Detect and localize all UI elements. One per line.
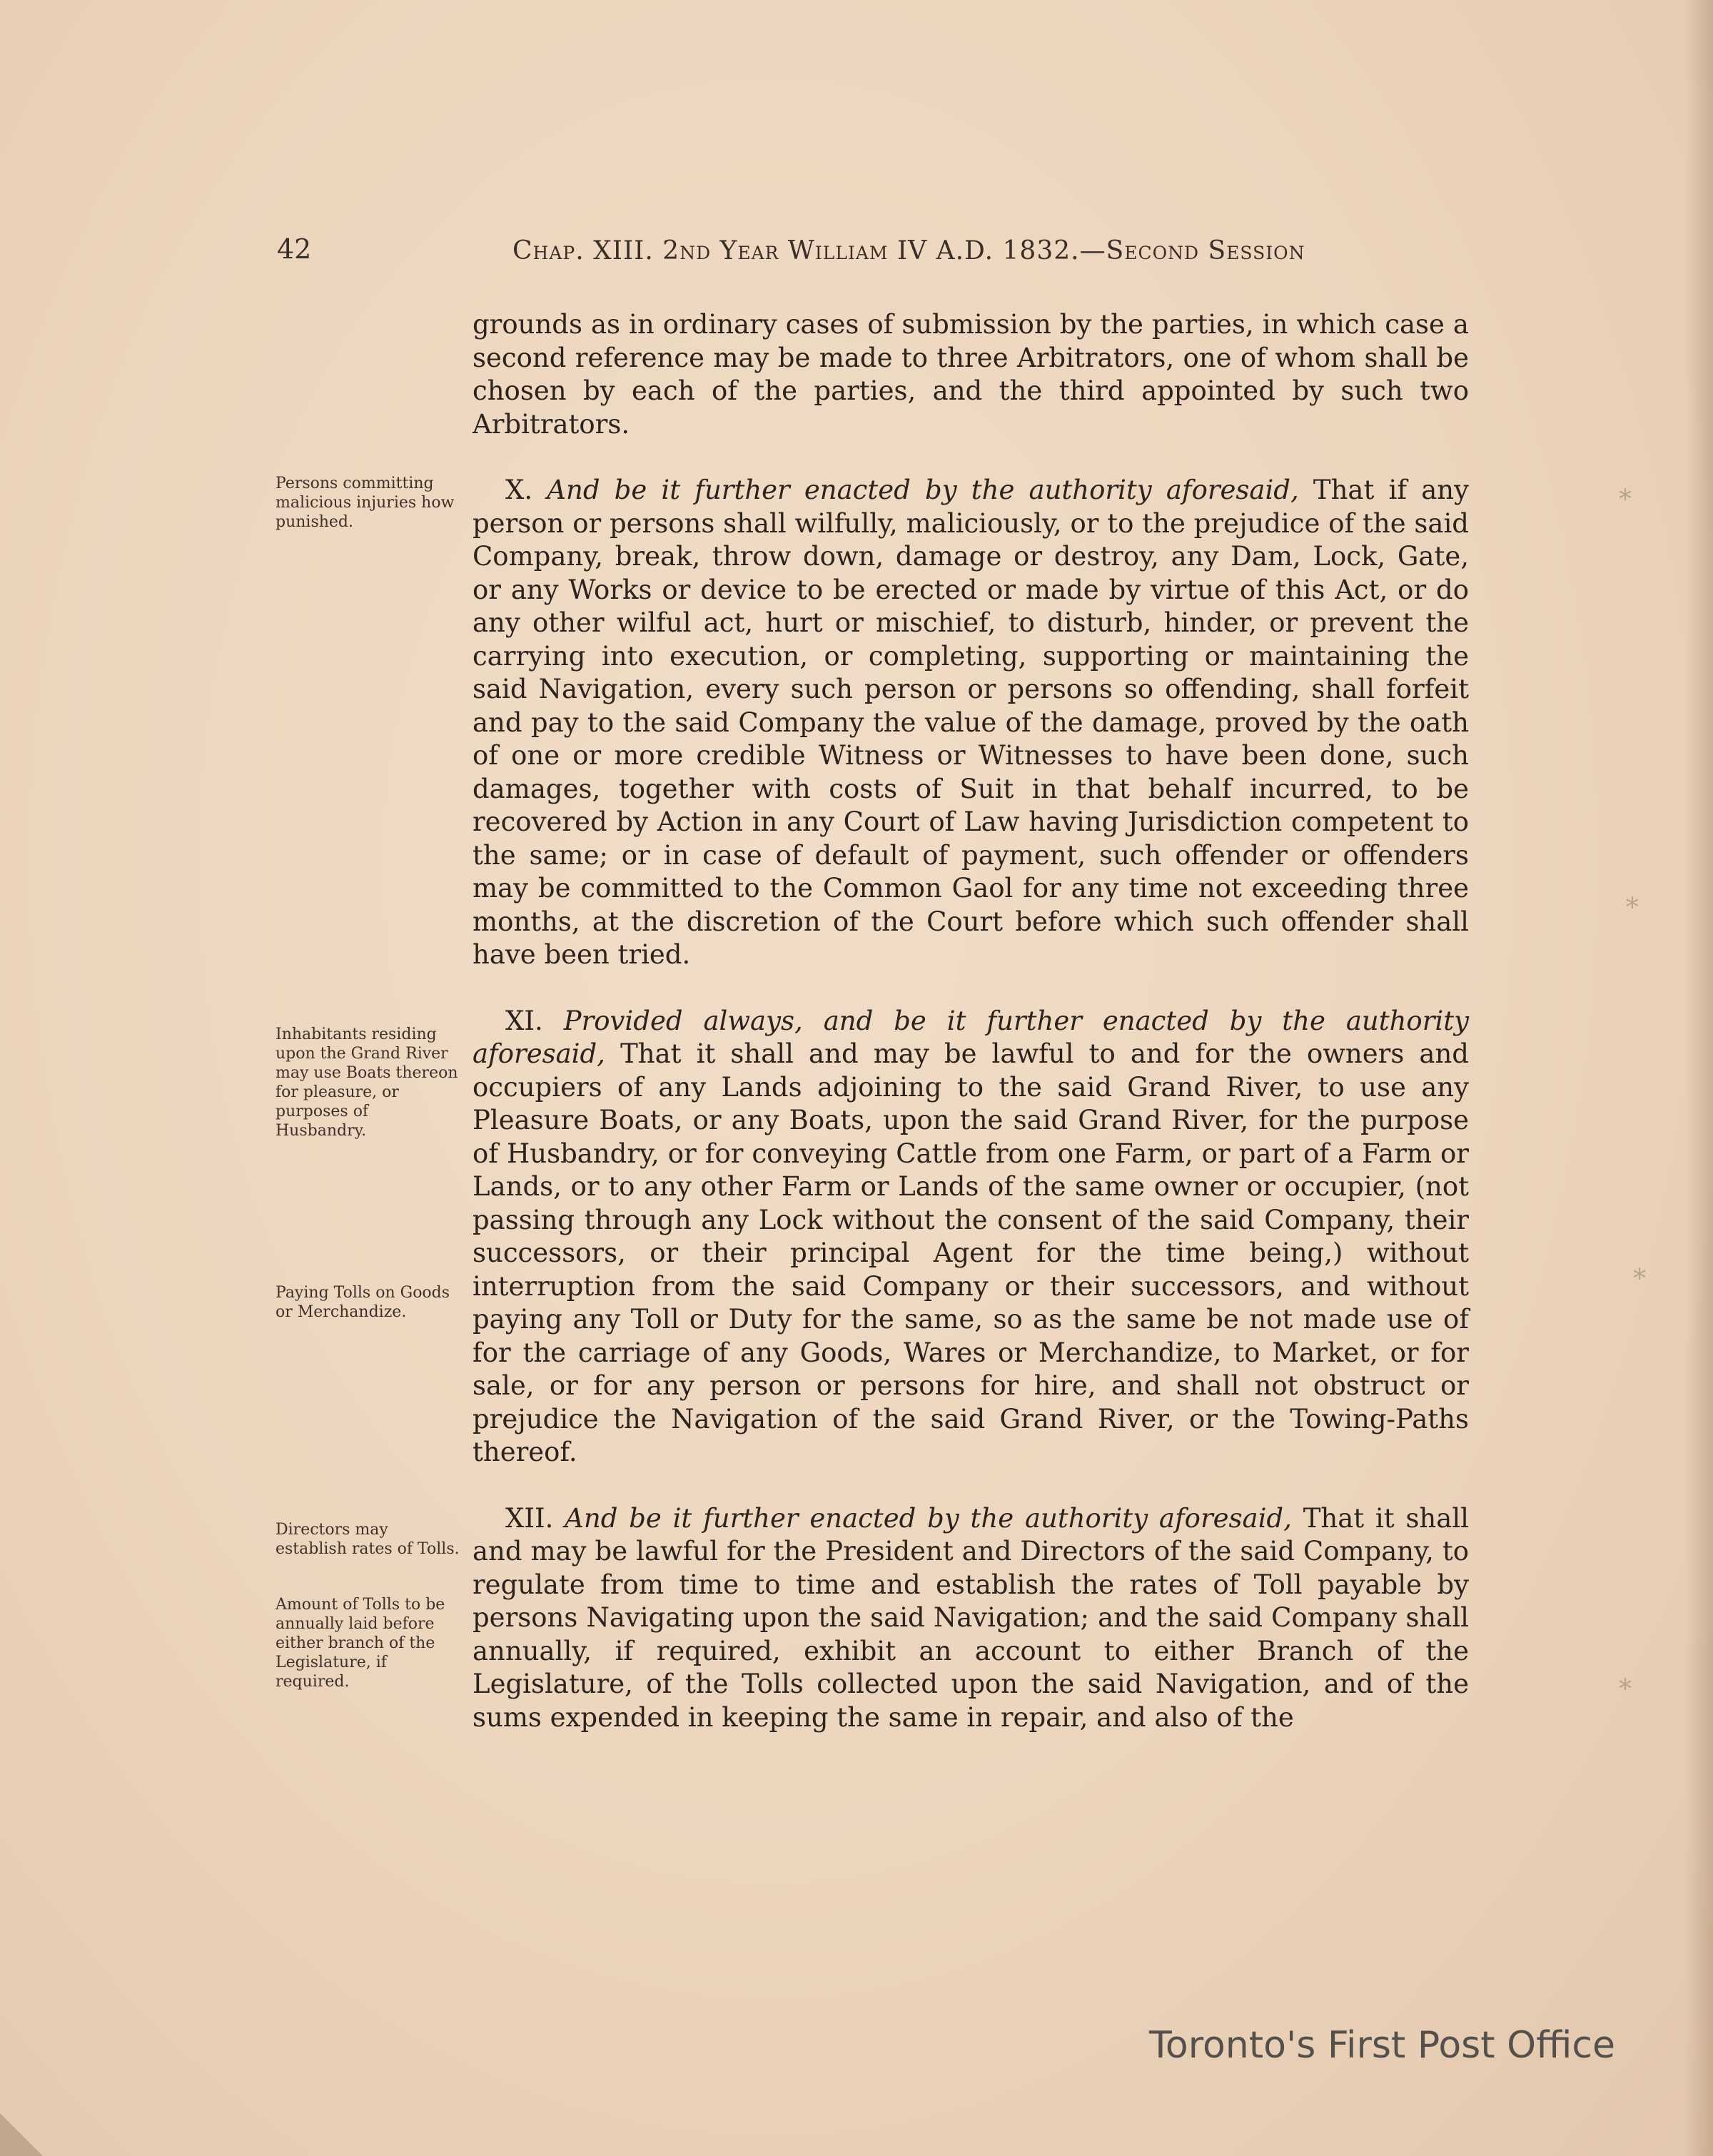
body-text [473, 308, 1469, 1767]
enacting-clause: And be it further enacted by the authority aforesaid, [565, 1502, 1292, 1534]
page-edge-shadow [1684, 0, 1713, 2156]
section-xii [473, 1502, 1469, 1735]
margin-note: Persons committing malicious injuries how punished. [276, 475, 455, 531]
paragraph-text: That if any person or persons shall wilfully, maliciously, or to the prejudice of the said Company, break, throw down, damage or destroy, any Dam, Lock, Gate, or any Works or device to be erected or made by virtue of this Act, or do any other wilful act, hurt or mischief, to disturb, hinder, or prevent the carrying into execution, or completing, supporting or maintaining the said Navigation, every such person or persons so offending, shall forfeit and pay to the said Company the value of the damage, proved by the oath of one or more credible Witness or Witnesses to have been done, such damages, together with costs of Suit in that behalf incurred, to be recovered by Action in any Court of Law having Jurisdiction competent to the same; or in case of default of payment, such offender or offenders may be committed to the Common Gaol for any time not exceeding three months, at the discretion of the Court before which such offender shall have been tried. [473, 475, 1469, 970]
enacting-clause: Provided always, and be it further enacted by the authority aforesaid, [473, 1005, 1469, 1069]
margin-note: Directors may establish rates of Tolls. [276, 1521, 460, 1558]
paragraph-text: That it shall and may be lawful to and for the owners and occupiers of any Lands adjoining to the said Grand River, to use any Pleasure Boats, or any Boats, upon the said Grand River, for the purpose of Husbandry, or for conveying Cattle from one Farm, or part of a Farm or Lands, or to any other Farm or Lands of the same owner or occupier, (not passing through any Lock without the consent of the said Company, their successors, or their principal Agent for the time being,) without interruption from the said Company or their successors, and without paying any Toll or Duty for the same, so as the same be not made use of for the carriage of any Goods, Wares or Merchandize, to Market, or for sale, or for any person or persons for hire, and shall not obstruct or prejudice the Navigation of the said Grand River, or the Towing-Paths thereof. [473, 1038, 1469, 1467]
section-x [473, 474, 1469, 972]
section-number: XII. [505, 1502, 554, 1534]
paper-tack-mark-icon: ⁎ [1619, 1666, 1632, 1696]
margin-note: Amount of Tolls to be annually laid before either branch of the Legislature, if required. [276, 1596, 445, 1691]
section-number: X. [505, 475, 533, 505]
section-number: XI. [505, 1005, 543, 1036]
paragraph-text: grounds as in ordinary cases of submission by the parties, in which case a second reference may be made to three Arbitrators, one of whom shall be chosen by each of the parties, and the third appointed by such two Arbitrators. [473, 309, 1469, 440]
page-header [277, 233, 1469, 276]
paper-tack-mark-icon: ⁎ [1626, 885, 1639, 914]
corner-fold [0, 2113, 43, 2156]
page-number: 42 [277, 233, 312, 265]
margin-note: Inhabitants residing upon the Grand River may use Boats thereon for pleasure, or purposes of Husbandry. [276, 1026, 458, 1140]
paper-tack-mark-icon: ⁎ [1633, 1256, 1646, 1285]
paragraph-text: That it shall and may be lawful for the President and Directors of the said Company, to regulate from time to time and establish the rates of Toll payable by persons Navigating upon the said Navigation; and the said Company shall annually, if required, exhibit an account to either Branch of the Legislature, of the Tolls collected upon the said Navigation, and of the sums expended in keeping the same in repair, and also of the [473, 1502, 1469, 1733]
enacting-clause: And be it further enacted by the authority aforesaid, [547, 475, 1299, 505]
running-head: Chap. XIII. 2nd Year William IV A.D. 1832.—Second Session [512, 236, 1305, 265]
margin-note: Paying Tolls on Goods or Merchandize. [276, 1284, 450, 1321]
watermark: Toronto's First Post Office [1149, 2024, 1615, 2067]
paper-tack-mark-icon: ⁎ [1619, 477, 1632, 506]
section-xi [473, 1005, 1469, 1469]
paragraph [473, 308, 1469, 441]
